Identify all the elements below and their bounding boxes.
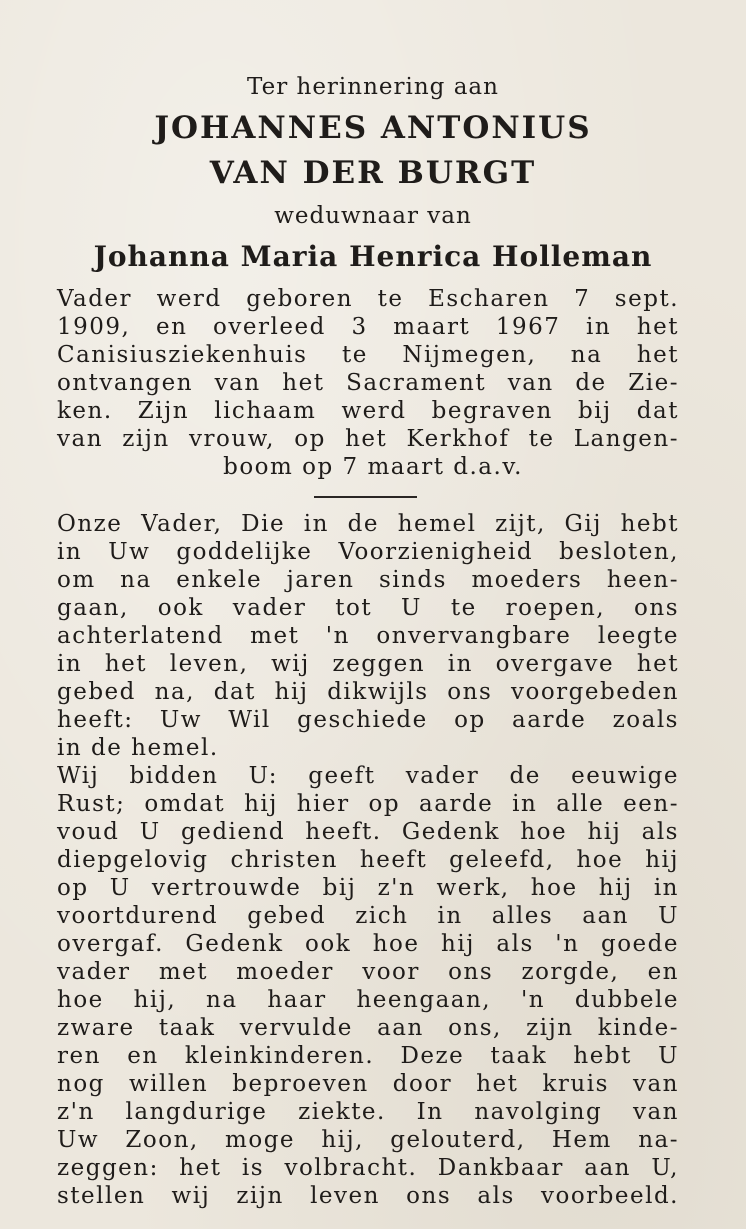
bio-line: Vader werd geboren te Escharen 7 sept. [57, 286, 679, 312]
bio-line: van zijn vrouw, op het Kerkhof te Langen- [57, 426, 679, 452]
prayer-line: vader met moeder voor ons zorgde, en [57, 959, 679, 985]
prayer-line: zware taak vervulde aan ons, zijn kinde- [57, 1015, 679, 1041]
spouse-name: Johanna Maria Henrica Holleman [93, 240, 653, 273]
prayer-line: voortdurend gebed zich in alles aan U [57, 903, 679, 929]
prayer-line: Wij bidden U: geeft vader de eeuwige [57, 763, 679, 789]
divider-rule [314, 496, 417, 498]
prayer-line: Onze Vader, Die in de hemel zijt, Gij hebt [57, 511, 679, 537]
prayer-line: nog willen beproeven door het kruis van [57, 1071, 679, 1097]
bio-line: ken. Zijn lichaam werd begraven bij dat [57, 398, 679, 424]
prayer-line: heeft: Uw Wil geschiede op aarde zoals [57, 707, 679, 733]
prayer-line: zeggen: het is volbracht. Dankbaar aan U, [57, 1155, 679, 1181]
prayer-line: z'n langdurige ziekte. In navolging van [57, 1099, 679, 1125]
bio-line: ontvangen van het Sacrament van de Zie- [57, 370, 679, 396]
bio-line: 1909, en overleed 3 maart 1967 in het [57, 314, 679, 340]
bio-line: boom op 7 maart d.a.v. [223, 454, 523, 480]
prayer-line: gebed na, dat hij dikwijls ons voorgebeden [57, 679, 679, 705]
bio-line: Canisiusziekenhuis te Nijmegen, na het [57, 342, 679, 368]
prayer-line: in de hemel. [57, 735, 219, 761]
prayer-line: om na enkele jaren sinds moeders heen- [57, 567, 679, 593]
prayer-line: ren en kleinkinderen. Deze taak hebt U [57, 1043, 679, 1069]
prayer-line: hoe hij, na haar heengaan, 'n dubbele [57, 987, 679, 1013]
prayer-line: Rust; omdat hij hier op aarde in alle een- [57, 791, 679, 817]
prayer-line: stellen wij zijn leven ons als voorbeeld. [57, 1183, 679, 1209]
intro-text: Ter herinnering aan [247, 74, 499, 100]
relation-text: weduwnaar van [274, 203, 472, 229]
prayer-line: op U vertrouwde bij z'n werk, hoe hij in [57, 875, 679, 901]
deceased-name-line1: JOHANNES ANTONIUS [154, 110, 592, 146]
prayer-line: in Uw goddelijke Voorzienigheid besloten, [57, 539, 679, 565]
prayer-line: voud U gediend heeft. Gedenk hoe hij als [57, 819, 679, 845]
prayer-line: achterlatend met 'n onvervangbare leegte [57, 623, 679, 649]
prayer-line: diepgelovig christen heeft geleefd, hoe hij [57, 847, 679, 873]
prayer-line: in het leven, wij zeggen in overgave het [57, 651, 679, 677]
prayer-line: gaan, ook vader tot U te roepen, ons [57, 595, 679, 621]
deceased-name-line2: VAN DER BURGT [209, 155, 537, 191]
prayer-line: overgaf. Gedenk ook hoe hij als 'n goede [57, 931, 679, 957]
prayer-line: Uw Zoon, moge hij, gelouterd, Hem na- [57, 1127, 679, 1153]
